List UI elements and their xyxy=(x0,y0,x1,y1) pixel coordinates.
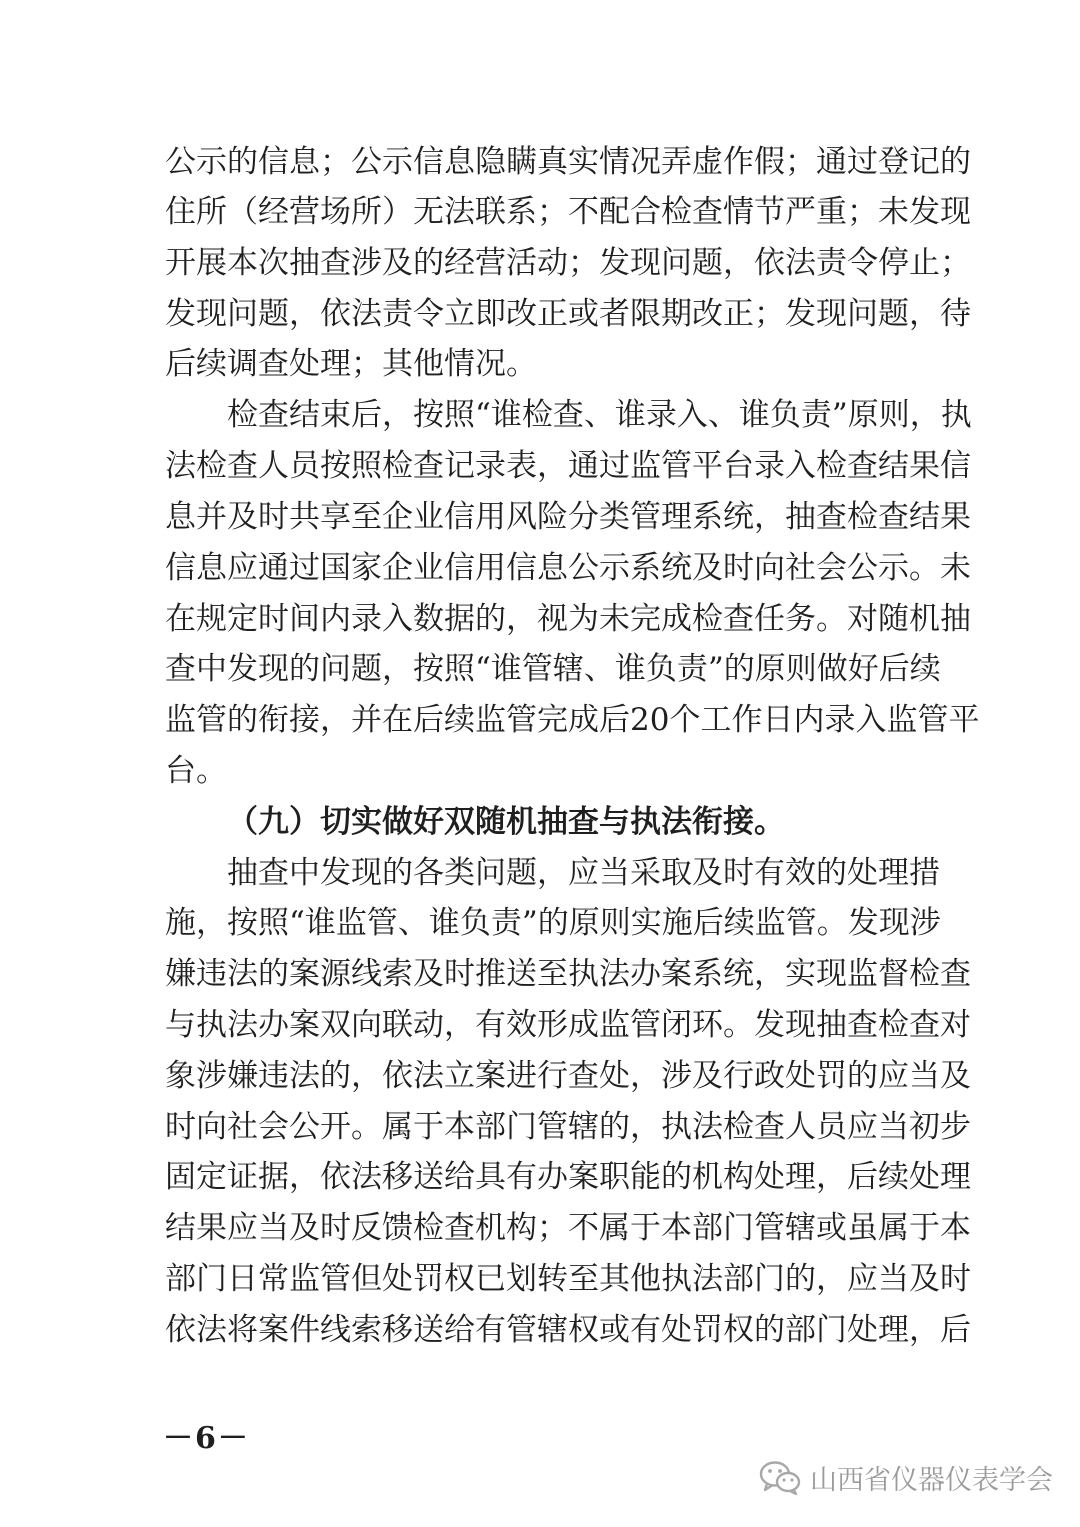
paragraph-line: 固定证据，依法移送给具有办案职能的机构处理，后续处理 xyxy=(165,1159,971,1195)
paragraph-line: 发现问题，依法责令立即改正或者限期改正；发现问题，待 xyxy=(165,296,971,332)
paragraph-line: 台。 xyxy=(165,753,227,789)
wechat-icon xyxy=(758,1459,802,1495)
paragraph-line: 检查结束后，按照“谁检查、谁录入、谁负责”原则，执 xyxy=(227,397,972,433)
watermark-text: 山西省仪器仪表学会 xyxy=(810,1464,1053,1496)
paragraph-line: 监管的衔接，并在后续监管完成后20个工作日内录入监管平 xyxy=(165,702,980,738)
paragraph-line: 抽查中发现的各类问题，应当采取及时有效的处理措 xyxy=(227,855,940,891)
section-heading: （九）切实做好双随机抽查与执法衔接。 xyxy=(227,804,785,840)
page-number: －6－ xyxy=(163,1421,250,1456)
paragraph-line: 嫌违法的案源线索及时推送至执法办案系统，实现监督检查 xyxy=(165,956,971,992)
paragraph-line: 施，按照“谁监管、谁负责”的原则实施后续监管。发现涉 xyxy=(165,905,941,941)
paragraph-line: 时向社会公开。属于本部门管辖的，执法检查人员应当初步 xyxy=(165,1109,971,1145)
paragraph-line: 开展本次抽查涉及的经营活动；发现问题，依法责令停止； xyxy=(165,245,971,281)
paragraph-line: 查中发现的问题，按照“谁管辖、谁负责”的原则做好后续 xyxy=(165,651,941,687)
paragraph-line: 后续调查处理；其他情况。 xyxy=(165,346,537,382)
paragraph-line: 公示的信息；公示信息隐瞒真实情况弄虚作假；通过登记的 xyxy=(165,144,971,180)
paragraph-line: 结果应当及时反馈检查机构；不属于本部门管辖或虽属于本 xyxy=(165,1210,971,1246)
paragraph-line: 信息应通过国家企业信用信息公示系统及时向社会公示。未 xyxy=(165,550,971,586)
watermark xyxy=(758,1457,1053,1497)
paragraph-line: 在规定时间内录入数据的，视为未完成检查任务。对随机抽 xyxy=(165,601,971,637)
paragraph-line: 依法将案件线索移送给有管辖权或有处罚权的部门处理，后 xyxy=(165,1312,971,1348)
paragraph-line: 法检查人员按照检查记录表，通过监管平台录入检查结果信 xyxy=(165,448,971,484)
paragraph-line: 与执法办案双向联动，有效形成监管闭环。发现抽查检查对 xyxy=(165,1007,971,1043)
paragraph-line: 象涉嫌违法的，依法立案进行查处，涉及行政处罚的应当及 xyxy=(165,1058,971,1094)
paragraph-line: 息并及时共享至企业信用风险分类管理系统，抽查检查结果 xyxy=(165,499,971,535)
paragraph-line: 部门日常监管但处罚权已划转至其他执法部门的，应当及时 xyxy=(165,1261,971,1297)
paragraph-line: 住所（经营场所）无法联系；不配合检查情节严重；未发现 xyxy=(165,194,971,230)
